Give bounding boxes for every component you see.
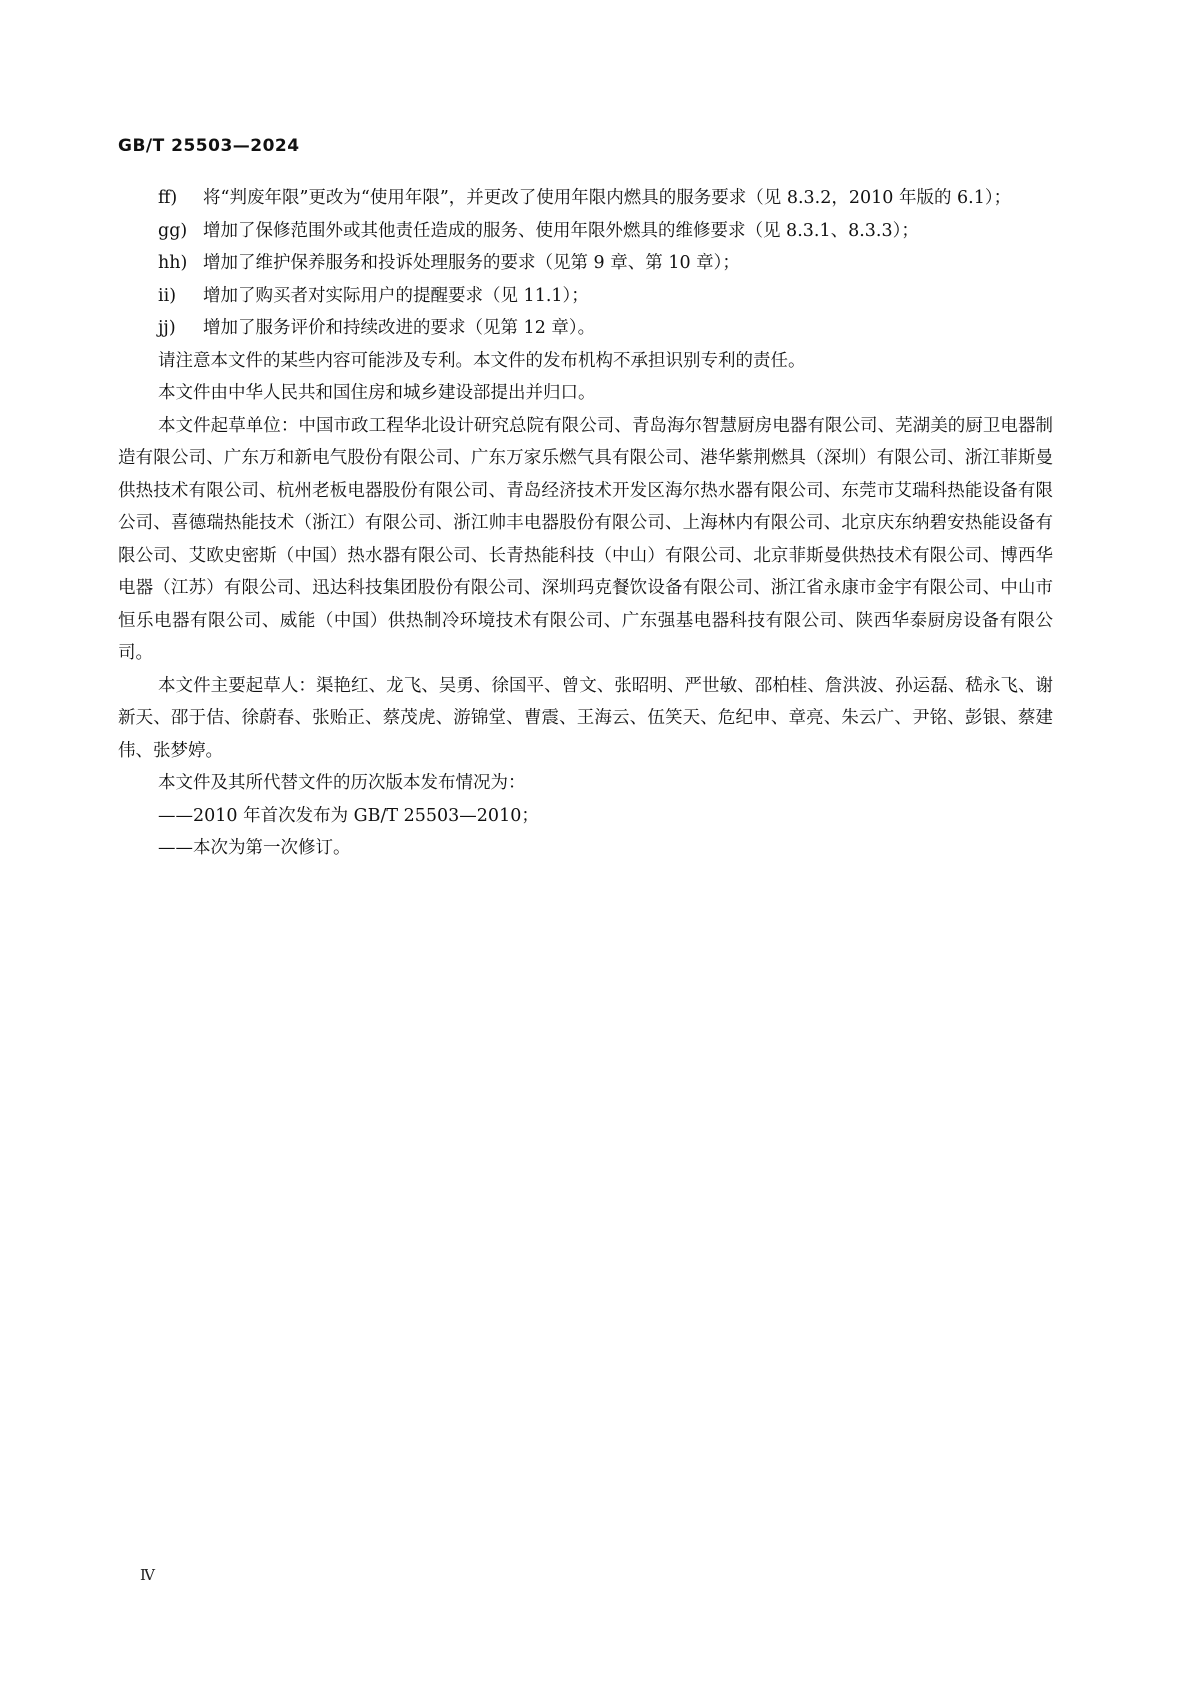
proposer-paragraph: 本文件由中华人民共和国住房和城乡建设部提出并归口。 [158,383,596,403]
list-item-label: ff) [158,188,178,208]
standard-code: GB/T 25503—2024 [118,136,300,156]
list-item-ii [158,280,1053,313]
list-item-text: 增加了保修范围外或其他责任造成的服务、使用年限外燃具的维修要求（见 8.3.1、8.3.3）； [203,220,919,241]
patent-notice: 请注意本文件的某些内容可能涉及专利。本文件的发布机构不承担识别专利的责任。 [158,350,806,371]
history-item-2010: ——2010 年首次发布为 GB/T 25503—2010； [158,805,539,826]
page-number: Ⅳ [140,1566,155,1584]
list-item-label: gg) [158,220,188,241]
list-item-ff [158,182,1053,215]
list-item-label: ii) [158,285,177,306]
history-intro: 本文件及其所代替文件的历次版本发布情况为： [158,773,526,793]
list-item-label: hh) [158,253,188,273]
list-item-text: 增加了购买者对实际用户的提醒要求（见 11.1）； [203,285,589,306]
list-item-jj [158,312,1053,345]
list-item-text: 增加了维护保养服务和投诉处理服务的要求（见第 9 章、第 10 章）； [203,253,740,273]
list-item-hh [158,247,1053,280]
drafters-paragraph: 本文件主要起草人：渠艳红、龙飞、吴勇、徐国平、曾文、张昭明、严世敏、邵柏桂、詹洪波、孙运磊、嵇永飞、谢新天、邵于佶、徐蔚春、张贻正、蔡茂虎、游锦堂、曹震、王海云、伍笑天、危纪申、章亮、朱云广、尹铭、彭银、蔡建伟、张梦婷。 [118,675,1053,761]
list-item-text: 将“判废年限”更改为“使用年限”，并更改了使用年限内燃具的服务要求（见 8.3.2，2010 年版的 6.1）； [203,188,1012,208]
list-item-text: 增加了服务评价和持续改进的要求（见第 12 章）。 [203,318,596,338]
drafting-units-paragraph: 本文件起草单位：中国市政工程华北设计研究总院有限公司、青岛海尔智慧厨房电器有限公司、芜湖美的厨卫电器制造有限公司、广东万和新电气股份有限公司、广东万家乐燃气具有限公司、港华紫荆燃具（深圳）有限公司、浙江菲斯曼供热技术有限公司、杭州老板电器股份有限公司、青岛经济技术开发区海尔热水器有限公司、东莞市艾瑞科热能设备有限公司、喜德瑞热能技术（浙江）有限公司、浙江帅丰电器股份有限公司、上海林内有限公司、北京庆东纳碧安热能设备有限公司、艾欧史密斯（中国）热水器有限公司、长青热能科技（中山）有限公司、北京菲斯曼供热技术有限公司、博西华电器（江苏）有限公司、迅达科技集团股份有限公司、深圳玛克餐饮设备有限公司、浙江省永康市金宇有限公司、中山市恒乐电器有限公司、威能（中国）供热制冷环境技术有限公司、广东强基电器科技有限公司、陕西华泰厨房设备有限公司。 [118,415,1053,663]
history-item-current: ——本次为第一次修订。 [158,838,351,858]
list-item-label: jj) [158,318,176,338]
list-item-gg [158,215,1053,248]
content-body [118,182,1053,865]
